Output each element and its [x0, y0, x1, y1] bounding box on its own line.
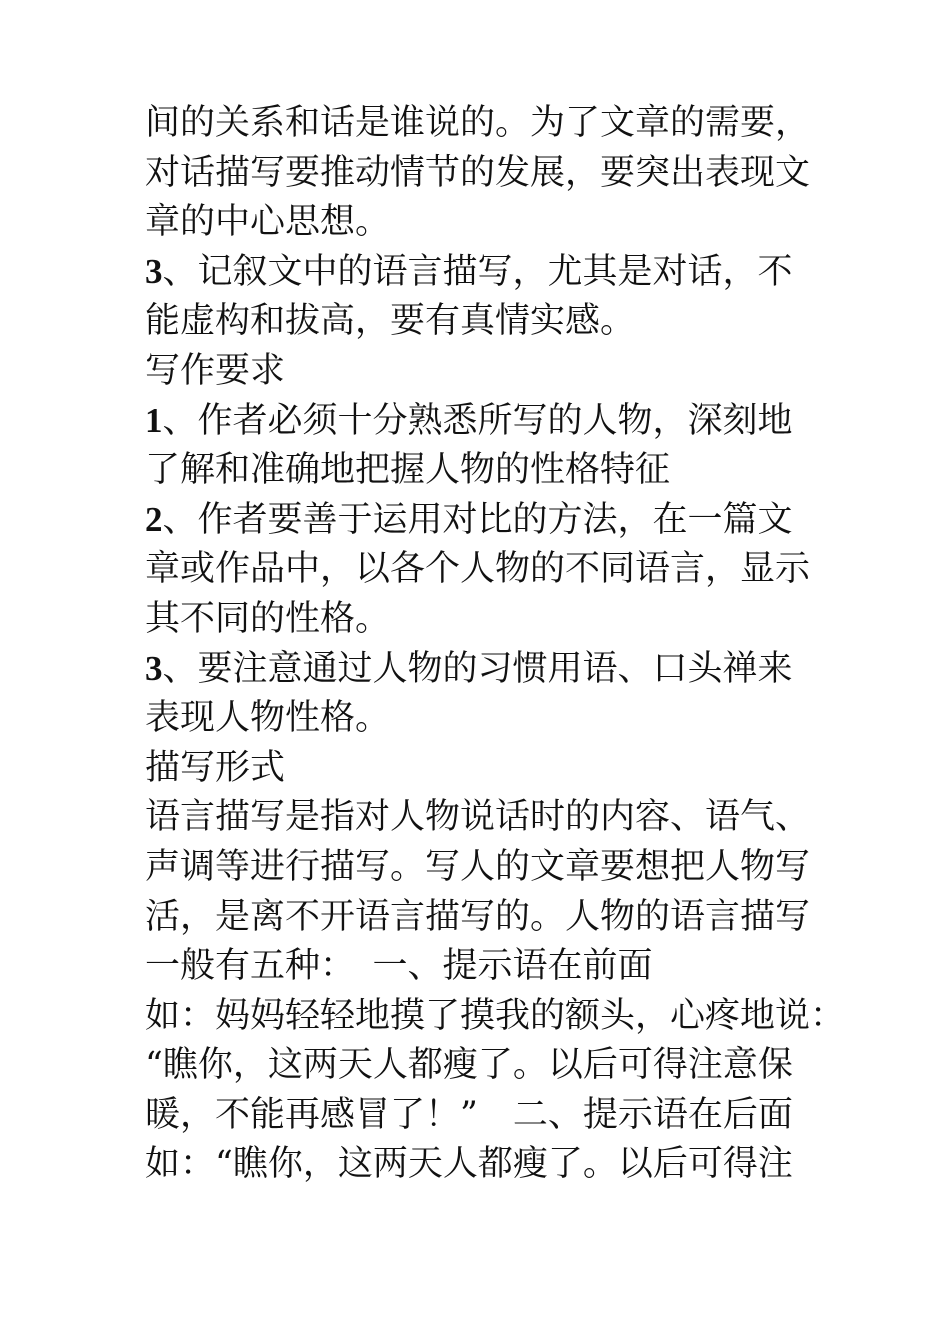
line-text: 对话描写要推动情节的发展，要突出表现文 [145, 152, 811, 193]
line-text: 一般有五种： 一、提示语在前面 [145, 946, 653, 987]
text-line [145, 396, 810, 446]
line-text: “瞧你，这两天人都瘦了。以后可得注意保 [145, 1045, 793, 1086]
line-text: 如：妈妈轻轻地摸了摸我的额头，心疼地说： [145, 995, 846, 1036]
line-text: 声调等进行描写。写人的文章要想把人物写 [145, 846, 811, 887]
list-number: 3 [145, 251, 163, 291]
line-text: 如：“瞧你，这两天人都瘦了。以后可得注 [145, 1144, 793, 1185]
text-line [145, 792, 810, 842]
text-line [145, 842, 810, 892]
document-body [145, 98, 846, 1189]
text-line [145, 445, 810, 495]
section-heading [145, 346, 810, 396]
list-number: 1 [145, 400, 163, 440]
line-text: 能虚构和拔高，要有真情实感。 [145, 301, 636, 342]
text-line [145, 247, 810, 297]
line-text: 描写形式 [145, 747, 286, 788]
line-text: 章的中心思想。 [145, 202, 391, 243]
text-line [145, 594, 810, 644]
line-text: 表现人物性格。 [145, 698, 391, 739]
text-line [145, 495, 810, 545]
text-line [145, 296, 810, 346]
text-line [145, 148, 810, 198]
text-line [145, 1090, 810, 1140]
list-number: 2 [145, 499, 163, 539]
line-text: 、作者必须十分熟悉所写的人物，深刻地 [162, 400, 793, 441]
line-text: 了解和准确地把握人物的性格特征 [145, 450, 671, 491]
line-text: 写作要求 [145, 350, 286, 391]
line-text: 语言描写是指对人物说话时的内容、语气、 [145, 797, 811, 838]
text-line [145, 892, 810, 942]
text-line [145, 644, 810, 694]
text-line [145, 941, 810, 991]
line-text: 间的关系和话是谁说的。为了文章的需要， [145, 103, 811, 143]
line-text: 、作者要善于运用对比的方法，在一篇文 [162, 499, 793, 540]
line-text: 活，是离不开语言描写的。人物的语言描写 [145, 896, 811, 937]
line-text: 、要注意通过人物的习惯用语、口头禅来 [162, 648, 793, 689]
text-line [145, 1139, 810, 1189]
text-line [145, 693, 810, 743]
text-line [145, 544, 810, 594]
text-line [145, 98, 810, 148]
line-text: 其不同的性格。 [145, 598, 391, 639]
line-text: 、记叙文中的语言描写，尤其是对话，不 [162, 251, 793, 292]
section-heading [145, 743, 810, 793]
text-line [145, 991, 846, 1041]
line-text: 章或作品中，以各个人物的不同语言，显示 [145, 549, 811, 590]
line-text: 暖，不能再感冒了！” 二、提示语在后面 [145, 1094, 793, 1135]
text-line [145, 197, 810, 247]
list-number: 3 [145, 648, 163, 688]
text-line [145, 1040, 810, 1090]
